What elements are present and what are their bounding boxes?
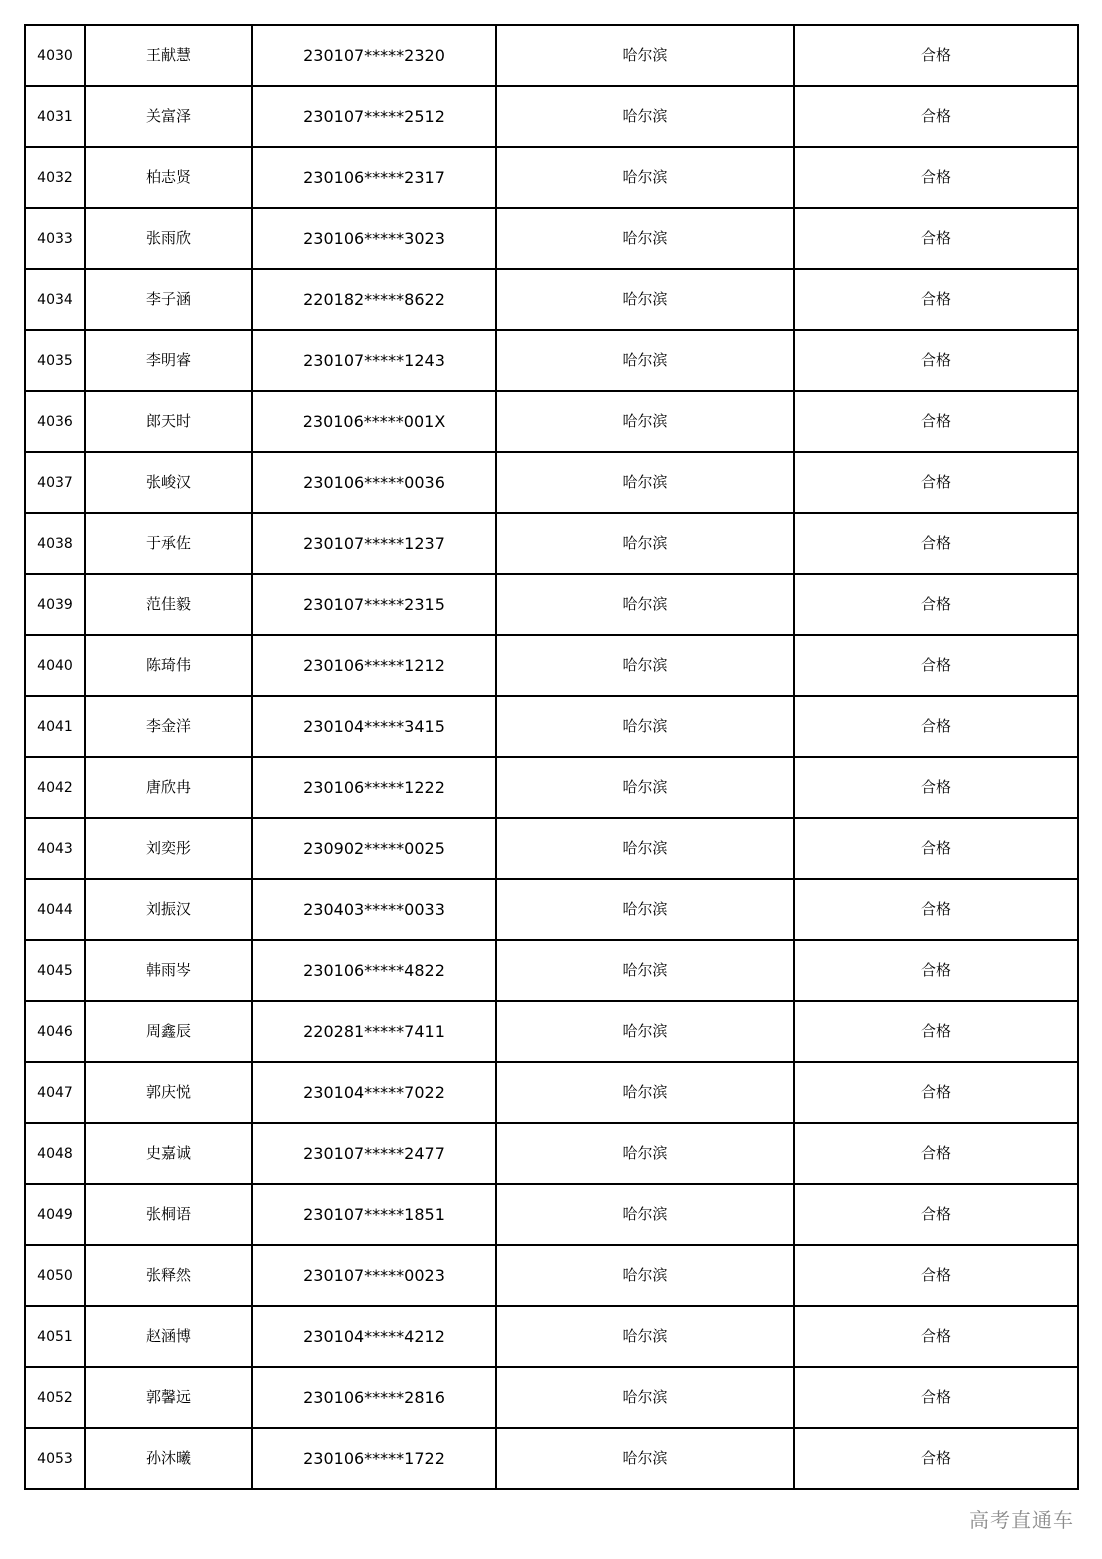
- cell-result: 合格: [794, 1367, 1078, 1428]
- cell-name: 李子涵: [85, 269, 252, 330]
- cell-result: 合格: [794, 1184, 1078, 1245]
- cell-id-number: 230902*****0025: [252, 818, 496, 879]
- cell-name: 郭馨远: [85, 1367, 252, 1428]
- cell-name: 张峻汉: [85, 452, 252, 513]
- table-row: [25, 452, 1078, 513]
- cell-id-number: 230107*****1237: [252, 513, 496, 574]
- cell-number: 4051: [25, 1306, 85, 1367]
- table-row: [25, 391, 1078, 452]
- cell-id-number: 230106*****1722: [252, 1428, 496, 1489]
- cell-name: 周鑫辰: [85, 1001, 252, 1062]
- cell-city: 哈尔滨: [496, 1184, 794, 1245]
- cell-name: 关富泽: [85, 86, 252, 147]
- cell-result: 合格: [794, 940, 1078, 1001]
- cell-id-number: 230104*****3415: [252, 696, 496, 757]
- watermark-text: 高考直通车: [969, 1508, 1074, 1532]
- cell-name: 赵涵博: [85, 1306, 252, 1367]
- table-row: [25, 696, 1078, 757]
- cell-name: 孙沐曦: [85, 1428, 252, 1489]
- table-row: [25, 757, 1078, 818]
- cell-result: 合格: [794, 1428, 1078, 1489]
- table-row: [25, 25, 1078, 86]
- cell-city: 哈尔滨: [496, 1367, 794, 1428]
- cell-id-number: 230107*****2512: [252, 86, 496, 147]
- table-row: [25, 574, 1078, 635]
- cell-id-number: 220281*****7411: [252, 1001, 496, 1062]
- table-row: [25, 147, 1078, 208]
- cell-name: 王献慧: [85, 25, 252, 86]
- table-row: [25, 1001, 1078, 1062]
- cell-number: 4044: [25, 879, 85, 940]
- table-row: [25, 330, 1078, 391]
- cell-number: 4036: [25, 391, 85, 452]
- cell-city: 哈尔滨: [496, 1001, 794, 1062]
- table-row: [25, 1428, 1078, 1489]
- cell-result: 合格: [794, 1062, 1078, 1123]
- cell-id-number: 230106*****0036: [252, 452, 496, 513]
- table-row: [25, 269, 1078, 330]
- cell-result: 合格: [794, 513, 1078, 574]
- cell-city: 哈尔滨: [496, 1245, 794, 1306]
- table-row: [25, 1306, 1078, 1367]
- cell-id-number: 230106*****1222: [252, 757, 496, 818]
- cell-number: 4031: [25, 86, 85, 147]
- cell-city: 哈尔滨: [496, 452, 794, 513]
- cell-number: 4043: [25, 818, 85, 879]
- cell-city: 哈尔滨: [496, 940, 794, 1001]
- cell-name: 刘振汉: [85, 879, 252, 940]
- cell-result: 合格: [794, 879, 1078, 940]
- cell-result: 合格: [794, 635, 1078, 696]
- cell-name: 唐欣冉: [85, 757, 252, 818]
- cell-name: 李明睿: [85, 330, 252, 391]
- table-row: [25, 879, 1078, 940]
- cell-city: 哈尔滨: [496, 879, 794, 940]
- cell-name: 李金洋: [85, 696, 252, 757]
- cell-name: 张释然: [85, 1245, 252, 1306]
- cell-city: 哈尔滨: [496, 513, 794, 574]
- cell-number: 4047: [25, 1062, 85, 1123]
- cell-id-number: 230106*****001X: [252, 391, 496, 452]
- cell-result: 合格: [794, 269, 1078, 330]
- table-row: [25, 818, 1078, 879]
- table-row: [25, 208, 1078, 269]
- cell-id-number: 230106*****4822: [252, 940, 496, 1001]
- cell-id-number: 230107*****2320: [252, 25, 496, 86]
- cell-city: 哈尔滨: [496, 1062, 794, 1123]
- cell-name: 张桐语: [85, 1184, 252, 1245]
- cell-result: 合格: [794, 1123, 1078, 1184]
- cell-result: 合格: [794, 25, 1078, 86]
- cell-result: 合格: [794, 1245, 1078, 1306]
- table-row: [25, 86, 1078, 147]
- cell-id-number: 230107*****2477: [252, 1123, 496, 1184]
- cell-city: 哈尔滨: [496, 86, 794, 147]
- table-row: [25, 940, 1078, 1001]
- cell-city: 哈尔滨: [496, 269, 794, 330]
- cell-city: 哈尔滨: [496, 1428, 794, 1489]
- cell-result: 合格: [794, 208, 1078, 269]
- cell-number: 4049: [25, 1184, 85, 1245]
- cell-id-number: 220182*****8622: [252, 269, 496, 330]
- cell-id-number: 230106*****1212: [252, 635, 496, 696]
- cell-id-number: 230104*****7022: [252, 1062, 496, 1123]
- cell-city: 哈尔滨: [496, 696, 794, 757]
- cell-result: 合格: [794, 86, 1078, 147]
- cell-city: 哈尔滨: [496, 25, 794, 86]
- cell-number: 4033: [25, 208, 85, 269]
- results-table: [24, 24, 1079, 1490]
- cell-number: 4041: [25, 696, 85, 757]
- cell-city: 哈尔滨: [496, 635, 794, 696]
- cell-name: 刘奕彤: [85, 818, 252, 879]
- cell-result: 合格: [794, 818, 1078, 879]
- cell-name: 于承佐: [85, 513, 252, 574]
- cell-name: 柏志贤: [85, 147, 252, 208]
- cell-city: 哈尔滨: [496, 330, 794, 391]
- cell-number: 4035: [25, 330, 85, 391]
- cell-number: 4052: [25, 1367, 85, 1428]
- cell-number: 4048: [25, 1123, 85, 1184]
- cell-id-number: 230106*****3023: [252, 208, 496, 269]
- cell-name: 张雨欣: [85, 208, 252, 269]
- table-row: [25, 1123, 1078, 1184]
- table-body: [25, 25, 1078, 1489]
- cell-id-number: 230403*****0033: [252, 879, 496, 940]
- cell-id-number: 230107*****1851: [252, 1184, 496, 1245]
- cell-number: 4042: [25, 757, 85, 818]
- cell-name: 陈琦伟: [85, 635, 252, 696]
- cell-id-number: 230107*****2315: [252, 574, 496, 635]
- cell-name: 郎天时: [85, 391, 252, 452]
- cell-number: 4034: [25, 269, 85, 330]
- cell-result: 合格: [794, 330, 1078, 391]
- cell-number: 4037: [25, 452, 85, 513]
- cell-number: 4032: [25, 147, 85, 208]
- cell-result: 合格: [794, 147, 1078, 208]
- cell-name: 史嘉诚: [85, 1123, 252, 1184]
- cell-city: 哈尔滨: [496, 391, 794, 452]
- cell-number: 4046: [25, 1001, 85, 1062]
- cell-id-number: 230106*****2816: [252, 1367, 496, 1428]
- cell-result: 合格: [794, 391, 1078, 452]
- table-row: [25, 1184, 1078, 1245]
- cell-number: 4045: [25, 940, 85, 1001]
- cell-city: 哈尔滨: [496, 757, 794, 818]
- cell-name: 郭庆悦: [85, 1062, 252, 1123]
- table-row: [25, 1062, 1078, 1123]
- cell-city: 哈尔滨: [496, 208, 794, 269]
- cell-number: 4030: [25, 25, 85, 86]
- cell-result: 合格: [794, 696, 1078, 757]
- cell-name: 韩雨岑: [85, 940, 252, 1001]
- cell-city: 哈尔滨: [496, 1123, 794, 1184]
- cell-id-number: 230107*****1243: [252, 330, 496, 391]
- table-row: [25, 635, 1078, 696]
- cell-city: 哈尔滨: [496, 574, 794, 635]
- cell-city: 哈尔滨: [496, 818, 794, 879]
- cell-result: 合格: [794, 757, 1078, 818]
- cell-number: 4050: [25, 1245, 85, 1306]
- cell-id-number: 230106*****2317: [252, 147, 496, 208]
- cell-name: 范佳毅: [85, 574, 252, 635]
- table-row: [25, 513, 1078, 574]
- cell-number: 4053: [25, 1428, 85, 1489]
- cell-result: 合格: [794, 1306, 1078, 1367]
- table-row: [25, 1245, 1078, 1306]
- table-row: [25, 1367, 1078, 1428]
- cell-id-number: 230104*****4212: [252, 1306, 496, 1367]
- cell-result: 合格: [794, 1001, 1078, 1062]
- cell-number: 4040: [25, 635, 85, 696]
- cell-number: 4038: [25, 513, 85, 574]
- cell-result: 合格: [794, 452, 1078, 513]
- cell-result: 合格: [794, 574, 1078, 635]
- cell-id-number: 230107*****0023: [252, 1245, 496, 1306]
- cell-city: 哈尔滨: [496, 147, 794, 208]
- cell-number: 4039: [25, 574, 85, 635]
- cell-city: 哈尔滨: [496, 1306, 794, 1367]
